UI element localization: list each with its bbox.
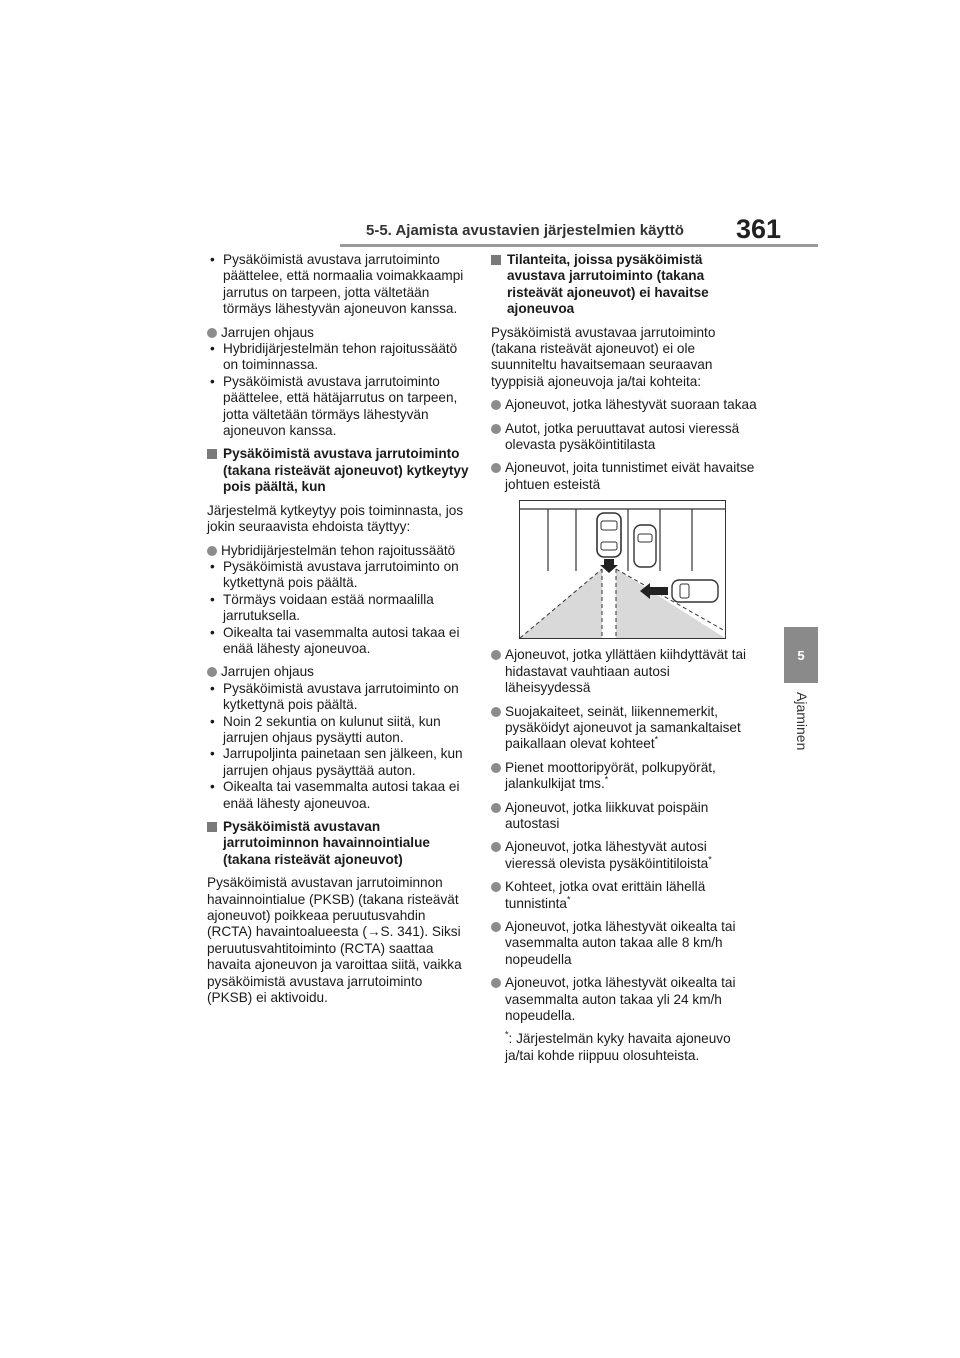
list-group [207, 543, 469, 658]
list-item [207, 325, 469, 341]
circle-bullet-icon [491, 650, 501, 660]
bullet-item: • Pysäköimistä avustava jarrutoiminto päättelee, että hätäjarrutus on tarpeen, jotta vältetään törmäys lähestyvän ajoneuvon kanssa. [207, 374, 469, 440]
circle-bullet-icon [491, 842, 501, 852]
bullet-item: • Törmäys voidaan estää normaalilla jarrutuksella. [207, 592, 469, 625]
footnote-marker: * [654, 734, 659, 745]
list-item-label: Hybridijärjestelmän tehon rajoitussäätö [221, 542, 456, 558]
list-item-label: Ajoneuvot, jotka liikkuvat poispäin autostasi [505, 799, 709, 831]
list-item-label: Ajoneuvot, joita tunnistimet eivät havaitse johtuen esteistä [505, 460, 755, 492]
list-group [207, 664, 469, 812]
list-item [491, 800, 758, 833]
list-item [491, 919, 758, 968]
parked-car-icon [634, 525, 656, 567]
square-bullet-icon [207, 822, 217, 832]
bullet-item: • Jarrupoljinta painetaan sen jälkeen, kun jarrujen ohjaus pysäyttää auton. [207, 746, 469, 779]
bullet-item: • Noin 2 sekuntia on kulunut siitä, kun jarrujen ohjaus pysäytti auton. [207, 714, 469, 747]
own-car-windshield-icon [601, 521, 617, 530]
list-item [491, 839, 758, 872]
paragraph: Järjestelmä kytkeytyy pois toiminnasta, jos jokin seuraavista ehdoista täyttyy: [207, 502, 464, 535]
reverse-arrow-icon [600, 559, 618, 573]
paragraph: Pysäköimistä avustavan jarrutoiminnon havainnointialue (PKSB) (takana risteävät ajoneuvot) poikkeaa peruutusvahdin (RCTA) havaintoalueesta (→S. 341). Siksi peruutusvahtitoiminto (RCTA) saattaa havaita ajoneuvon ja varoittaa siitä, vaikka pysäköimistä avustava jarrutoiminto (PKSB) ei aktivoidu. [207, 875, 462, 1006]
approaching-car-window-icon [680, 584, 689, 598]
list-item-label: Suojakaiteet, seinät, liikennemerkit, pysäköidyt ajoneuvot ja samankaltaiset paikallaan olevat kohteet [505, 703, 741, 752]
right-column [491, 252, 758, 1071]
circle-bullet-icon [491, 882, 501, 892]
bullet-item: • Pysäköimistä avustava jarrutoiminto päättelee, että normaalia voimakkaampi jarrutus on tarpeen, jotta vältetään törmäys lähestyvän ajoneuvon kanssa. [207, 252, 469, 318]
heading-text: Pysäköimistä avustava jarrutoiminto (takana risteävät ajoneuvot) kytkeytyy pois päältä, kun [223, 446, 469, 495]
list-item [491, 421, 758, 454]
list-item-label: Ajoneuvot, jotka lähestyvät oikealta tai vasemmalta auton takaa alle 8 km/h nopeudella [505, 918, 736, 967]
paragraph: Pysäköimistä avustavaa jarrutoiminto (takana risteävät ajoneuvot) ei ole suunniteltu havaitsemaan seuraavan tyyppisiä ajoneuvoja ja/tai kohteita: [491, 324, 716, 389]
footnote [491, 1031, 758, 1064]
section-title: 5-5. Ajamista avustavien järjestelmien käyttö [366, 222, 684, 239]
list-item [491, 760, 758, 793]
parked-car-window-icon [638, 534, 652, 542]
list-item [491, 647, 758, 696]
list-item [207, 664, 469, 680]
bullet-item: • Oikealta tai vasemmalta autosi takaa ei enää lähesty ajoneuvoa. [207, 625, 469, 658]
footnote-marker: * [566, 894, 571, 905]
list-group [207, 325, 469, 440]
left-column [207, 252, 469, 1013]
footnote-marker: * [505, 1029, 509, 1040]
list-item [491, 704, 758, 753]
circle-bullet-icon [491, 978, 501, 988]
circle-bullet-icon [207, 667, 217, 677]
circle-bullet-icon [491, 424, 501, 434]
parking-illustration [519, 500, 726, 639]
list-item-label: Ajoneuvot, jotka yllättäen kiihdyttävät tai hidastavat vauhtiaan autosi läheisyydessä [505, 647, 747, 696]
section-heading [491, 252, 758, 318]
bullet-item: • Hybridijärjestelmän tehon rajoitussäätö on toiminnassa. [207, 341, 469, 374]
heading-text: Pysäköimistä avustavan jarrutoiminnon havainnointialue (takana risteävät ajoneuvot) [223, 819, 430, 867]
circle-bullet-icon [491, 803, 501, 813]
list-item-label: Kohteet, jotka ovat erittäin lähellä tunnistinta [505, 879, 706, 911]
own-car-rearwindow-icon [601, 542, 617, 550]
list-item [491, 879, 758, 912]
list-item [491, 460, 758, 493]
circle-bullet-icon [491, 400, 501, 410]
header-divider [340, 244, 818, 247]
bullet-item: • Oikealta tai vasemmalta autosi takaa ei enää lähesty ajoneuvoa. [207, 779, 469, 812]
footnote-marker: * [708, 854, 712, 865]
list-item-label: Pienet moottoripyörät, polkupyörät, jalankulkijat tms. [505, 759, 716, 792]
circle-bullet-icon [491, 763, 501, 773]
bullet-item: • Pysäköimistä avustava jarrutoiminto on kytkettynä pois päältä. [207, 681, 469, 714]
page-number: 361 [736, 214, 782, 244]
circle-bullet-icon [207, 546, 217, 556]
circle-bullet-icon [207, 328, 217, 338]
list-item [491, 975, 758, 1024]
list-item-label: Ajoneuvot, jotka lähestyvät suoraan takaa [505, 397, 757, 413]
parking-diagram-svg [520, 501, 725, 638]
bullet-item: • Pysäköimistä avustava jarrutoiminto on kytkettynä pois päältä. [207, 559, 469, 592]
list-item [207, 543, 469, 559]
section-heading [207, 819, 469, 868]
circle-bullet-icon [491, 707, 501, 717]
square-bullet-icon [207, 449, 217, 459]
section-heading [207, 446, 469, 495]
square-bullet-icon [491, 255, 501, 265]
chapter-label: Ajaminen [794, 692, 810, 751]
list-item-label: Ajoneuvot, jotka lähestyvät autosi vieressä olevista pysäköintitiloista [505, 839, 709, 871]
list-item-label: Ajoneuvot, jotka lähestyvät oikealta tai vasemmalta auton takaa yli 24 km/h nopeudella. [505, 975, 736, 1023]
list-item [491, 397, 758, 413]
list-item-label: Jarrujen ohjaus [221, 664, 314, 680]
footnote-text: : Järjestelmän kyky havaita ajoneuvo ja/tai kohde riippuu olosuhteista. [505, 1031, 731, 1063]
approaching-car-icon [672, 580, 718, 602]
list-item-label: Jarrujen ohjaus [221, 324, 314, 340]
circle-bullet-icon [491, 463, 501, 473]
chapter-tab: 5 [784, 627, 818, 683]
list-item-label: Autot, jotka peruuttavat autosi vieressä olevasta pysäköintitilasta [505, 420, 740, 453]
circle-bullet-icon [491, 922, 501, 932]
footnote-marker: * [604, 774, 609, 785]
heading-text: Tilanteita, joissa pysäköimistä avustava jarrutoiminto (takana risteävät ajoneuvot) ei havaitse ajoneuvoa [507, 252, 709, 317]
